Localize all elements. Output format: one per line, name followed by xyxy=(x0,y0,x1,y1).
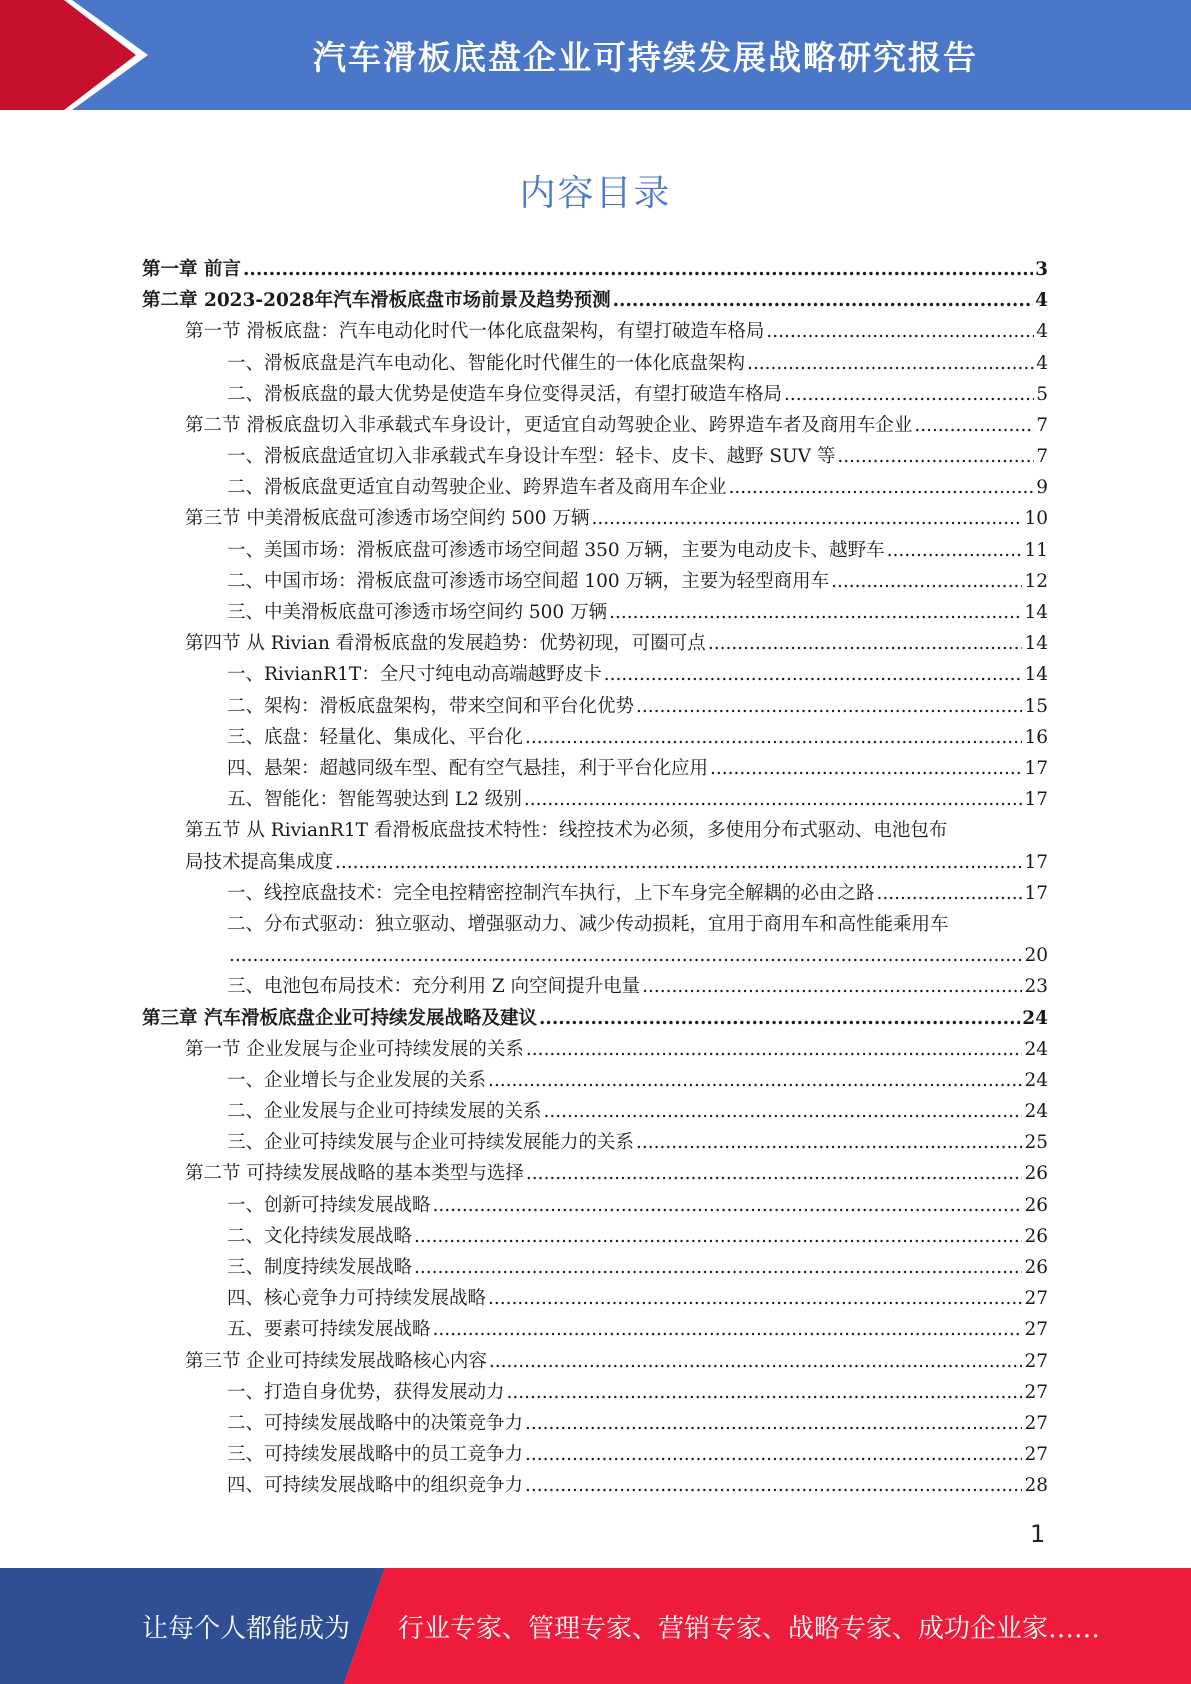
toc-entry-text: 四、核心竞争力可持续发展战略 xyxy=(227,1288,487,1310)
toc-entry-text: 一、打造自身优势，获得发展动力 xyxy=(227,1381,505,1403)
toc-entry[interactable] xyxy=(142,597,1048,628)
toc-page-number: 4 xyxy=(1035,290,1048,312)
toc-entry-text: 二、企业发展与企业可持续发展的关系 xyxy=(227,1101,542,1123)
toc-entry-text-continued: 局技术提高集成度 xyxy=(185,851,334,873)
toc-page-number: 14 xyxy=(1024,664,1048,686)
toc-entry-text: 第一节 滑板底盘：汽车电动化时代一体化底盘架构，有望打破造车格局 xyxy=(185,321,765,343)
toc-leader-dots xyxy=(524,784,1023,815)
toc-entry-text: 第三章 汽车滑板底盘企业可持续发展战略及建议 xyxy=(142,1007,537,1029)
report-title: 汽车滑板底盘企业可持续发展战略研究报告 xyxy=(313,37,978,77)
toc-entry[interactable] xyxy=(142,1470,1048,1501)
toc-entry[interactable] xyxy=(142,628,1048,659)
toc-entry-text: 二、分布式驱动：独立驱动、增强驱动力、减少传动损耗，宜用于商用车和高性能乘用车 xyxy=(227,913,949,935)
toc-heading: 内容目录 xyxy=(519,173,672,214)
toc-page-number: 26 xyxy=(1024,1225,1048,1247)
toc-page-number: 10 xyxy=(1024,508,1048,530)
toc-entry-text: 第二节 滑板底盘切入非承载式车身设计，更适宜自动驾驶企业、跨界造车者及商用车企业 xyxy=(185,414,913,436)
toc-entry-text: 三、底盘：轻量化、集成化、平台化 xyxy=(227,726,524,748)
toc-leader-dots xyxy=(526,1034,1023,1065)
toc-entry-text: 二、文化持续发展战略 xyxy=(227,1225,413,1247)
toc-entry[interactable] xyxy=(142,753,1048,784)
toc-entry-text: 第三节 企业可持续发展战略核心内容 xyxy=(185,1350,487,1372)
toc-leader-dots xyxy=(877,878,1023,909)
toc-entry[interactable] xyxy=(142,1314,1048,1345)
toc-leader-dots xyxy=(433,1190,1023,1221)
toc-entry[interactable] xyxy=(142,379,1048,410)
toc-leader-dots xyxy=(887,535,1023,566)
toc-leader-dots xyxy=(525,722,1022,753)
toc-leader-dots xyxy=(489,1346,1023,1377)
toc-entry[interactable] xyxy=(142,722,1048,753)
toc-entry[interactable] xyxy=(142,1252,1048,1283)
toc-entry[interactable] xyxy=(142,909,1048,971)
toc-entry[interactable] xyxy=(142,1221,1048,1252)
toc-entry[interactable] xyxy=(142,1283,1048,1314)
toc-entry-text: 三、可持续发展战略中的员工竞争力 xyxy=(227,1444,524,1466)
toc-page-number: 17 xyxy=(1024,851,1048,873)
toc-entry-text: 二、滑板底盘的最大优势是使造车身位变得灵活，有望打破造车格局 xyxy=(227,383,783,405)
toc-entry[interactable] xyxy=(142,784,1048,815)
toc-entry-text: 一、RivianR1T：全尺寸纯电动高端越野皮卡 xyxy=(227,664,602,686)
toc-leader-dots xyxy=(539,1003,1020,1034)
toc-leader-dots xyxy=(831,566,1022,597)
toc-leader-dots xyxy=(544,1096,1023,1127)
table-of-contents xyxy=(142,254,1048,1502)
toc-page-number: 17 xyxy=(1024,757,1048,779)
toc-entry[interactable] xyxy=(142,566,1048,597)
toc-leader-dots xyxy=(642,971,1022,1002)
toc-page-number: 27 xyxy=(1024,1350,1048,1372)
toc-page-number: 7 xyxy=(1036,446,1048,468)
toc-entry[interactable] xyxy=(142,348,1048,379)
toc-leader-dots xyxy=(488,1065,1022,1096)
toc-leader-dots xyxy=(636,1127,1022,1158)
toc-page-number: 14 xyxy=(1024,602,1048,624)
toc-entry-text: 三、中美滑板底盘可渗透市场空间约 500 万辆 xyxy=(227,602,608,624)
toc-entry-text: 四、悬架：超越同级车型、配有空气悬挂，利于平台化应用 xyxy=(227,757,709,779)
toc-page-number: 27 xyxy=(1024,1412,1048,1434)
toc-entry[interactable] xyxy=(142,1127,1048,1158)
footer-banner xyxy=(0,1568,1191,1684)
footer-slogan-right: 行业专家、管理专家、营销专家、战略专家、成功企业家…… xyxy=(398,1613,1101,1644)
toc-entry[interactable] xyxy=(142,504,1048,535)
toc-entry[interactable] xyxy=(142,1190,1048,1221)
toc-leader-dots xyxy=(414,1221,1022,1252)
toc-entry[interactable] xyxy=(142,971,1048,1002)
toc-page-number: 4 xyxy=(1036,321,1048,343)
toc-entry-text: 第一节 企业发展与企业可持续发展的关系 xyxy=(185,1038,524,1060)
toc-entry-text: 第二节 可持续发展战略的基本类型与选择 xyxy=(185,1163,524,1185)
toc-leader-dots xyxy=(414,1252,1022,1283)
toc-entry[interactable] xyxy=(142,878,1048,909)
toc-entry[interactable] xyxy=(142,1439,1048,1470)
toc-leader-dots xyxy=(710,753,1022,784)
toc-leader-dots xyxy=(604,659,1023,690)
toc-leader-dots xyxy=(526,1158,1023,1189)
toc-page-number: 14 xyxy=(1024,633,1048,655)
toc-entry-text: 一、线控底盘技术：完全电控精密控制汽车执行，上下车身完全解耦的必由之路 xyxy=(227,882,875,904)
toc-entry[interactable] xyxy=(142,410,1048,441)
toc-page-number: 16 xyxy=(1024,726,1048,748)
toc-entry-text: 三、制度持续发展战略 xyxy=(227,1257,413,1279)
toc-leader-dots xyxy=(766,316,1034,347)
toc-leader-dots xyxy=(613,285,1034,316)
header-banner xyxy=(0,0,1191,110)
toc-page-number: 27 xyxy=(1024,1444,1048,1466)
toc-page-number: 28 xyxy=(1024,1475,1048,1497)
page-number: 1 xyxy=(1030,1520,1046,1548)
toc-entry-text: 第四节 从 Rivian 看滑板底盘的发展趋势：优势初现，可圈可点 xyxy=(185,633,706,655)
toc-leader-dots xyxy=(507,1377,1023,1408)
toc-entry-text: 第二章 2023-2028年汽车滑板底盘市场前景及趋势预测 xyxy=(142,290,611,312)
toc-entry-text: 一、滑板底盘是汽车电动化、智能化时代催生的一体化底盘架构 xyxy=(227,352,746,374)
toc-entry-text: 五、智能化：智能驾驶达到 L2 级别 xyxy=(227,789,522,811)
toc-entry-text: 一、美国市场：滑板底盘可渗透市场空间超 350 万辆，主要为电动皮卡、越野车 xyxy=(227,539,885,561)
toc-entry[interactable] xyxy=(142,659,1048,690)
toc-page-number: 26 xyxy=(1024,1163,1048,1185)
toc-page-number: 26 xyxy=(1024,1194,1048,1216)
toc-leader-dots xyxy=(784,379,1034,410)
toc-entry-text: 第一章 前言 xyxy=(142,258,241,280)
toc-page-number: 5 xyxy=(1036,383,1048,405)
toc-page-number: 26 xyxy=(1024,1257,1048,1279)
toc-entry[interactable] xyxy=(142,1408,1048,1439)
toc-entry[interactable] xyxy=(142,815,1048,877)
toc-entry-text: 二、架构：滑板底盘架构，带来空间和平台化优势 xyxy=(227,695,635,717)
toc-page-number: 3 xyxy=(1035,258,1048,280)
toc-page-number: 15 xyxy=(1024,695,1048,717)
toc-leader-dots xyxy=(525,1408,1022,1439)
toc-leader-dots xyxy=(591,503,1022,534)
toc-entry[interactable] xyxy=(142,1096,1048,1127)
toc-entry-text: 二、中国市场：滑板底盘可渗透市场空间超 100 万辆，主要为轻型商用车 xyxy=(227,570,830,592)
toc-leader-dots xyxy=(729,472,1035,503)
toc-page-number: 27 xyxy=(1024,1319,1048,1341)
toc-entry[interactable] xyxy=(142,1377,1048,1408)
toc-leader-dots xyxy=(708,628,1023,659)
toc-page-number: 12 xyxy=(1024,570,1048,592)
toc-entry[interactable] xyxy=(142,1158,1048,1189)
toc-entry[interactable] xyxy=(142,254,1048,285)
toc-leader-dots xyxy=(914,410,1034,441)
toc-page-number: 23 xyxy=(1024,976,1048,998)
toc-entry-text: 三、电池包布局技术：充分利用 Z 向空间提升电量 xyxy=(227,976,641,998)
toc-page-number: 17 xyxy=(1024,789,1048,811)
toc-entry-text: 一、创新可持续发展战略 xyxy=(227,1194,431,1216)
toc-page-number: 27 xyxy=(1024,1288,1048,1310)
toc-leader-dots xyxy=(636,691,1022,722)
toc-entry-text: 三、企业可持续发展与企业可持续发展能力的关系 xyxy=(227,1132,635,1154)
toc-entry-text: 五、要素可持续发展战略 xyxy=(227,1319,431,1341)
toc-page-number: 7 xyxy=(1036,414,1048,436)
toc-leader-dots xyxy=(433,1314,1023,1345)
toc-page-number: 9 xyxy=(1036,477,1048,499)
toc-entry[interactable] xyxy=(142,1346,1048,1377)
toc-entry[interactable] xyxy=(142,441,1048,472)
toc-entry[interactable] xyxy=(142,316,1048,347)
toc-entry[interactable] xyxy=(142,472,1048,503)
toc-leader-dots xyxy=(609,597,1022,628)
toc-leader-dots xyxy=(837,441,1034,472)
toc-leader-dots xyxy=(525,1439,1022,1470)
toc-page-number: 24 xyxy=(1024,1069,1048,1091)
header-arrow-shape xyxy=(0,0,160,110)
toc-page-number: 24 xyxy=(1024,1101,1048,1123)
toc-page-number: 24 xyxy=(1024,1038,1048,1060)
toc-leader-dots xyxy=(747,348,1034,379)
toc-leader-dots xyxy=(335,847,1022,878)
toc-page-number: 11 xyxy=(1024,539,1048,561)
toc-entry[interactable] xyxy=(142,1003,1048,1034)
toc-entry[interactable] xyxy=(142,535,1048,566)
toc-entry[interactable] xyxy=(142,285,1048,316)
toc-entry-text: 一、企业增长与企业发展的关系 xyxy=(227,1069,487,1091)
toc-leader-dots xyxy=(243,254,1033,285)
toc-entry-text: 第五节 从 RivianR1T 看滑板底盘技术特性：线控技术为必须，多使用分布式驱动、电池包布 xyxy=(185,820,948,842)
toc-leader-dots xyxy=(488,1283,1022,1314)
toc-page-number: 20 xyxy=(1024,945,1048,967)
toc-entry[interactable] xyxy=(142,1065,1048,1096)
toc-page-number: 25 xyxy=(1024,1132,1048,1154)
toc-page-number: 27 xyxy=(1024,1381,1048,1403)
toc-entry-text: 二、可持续发展战略中的决策竞争力 xyxy=(227,1412,524,1434)
toc-page-number: 24 xyxy=(1022,1007,1048,1029)
toc-entry-text: 二、滑板底盘更适宜自动驾驶企业、跨界造车者及商用车企业 xyxy=(227,477,727,499)
toc-entry[interactable] xyxy=(142,691,1048,722)
toc-page-number: 17 xyxy=(1024,882,1048,904)
toc-entry-text: 四、可持续发展战略中的组织竞争力 xyxy=(227,1475,524,1497)
toc-leader-dots xyxy=(525,1470,1022,1501)
toc-page-number: 4 xyxy=(1036,352,1048,374)
toc-entry-text: 一、滑板底盘适宜切入非承载式车身设计车型：轻卡、皮卡、越野 SUV 等 xyxy=(227,446,836,468)
toc-leader-dots xyxy=(229,940,1022,971)
toc-entry[interactable] xyxy=(142,1034,1048,1065)
toc-entry-text: 第三节 中美滑板底盘可渗透市场空间约 500 万辆 xyxy=(185,508,590,530)
footer-slogan-left: 让每个人都能成为 xyxy=(142,1613,351,1644)
